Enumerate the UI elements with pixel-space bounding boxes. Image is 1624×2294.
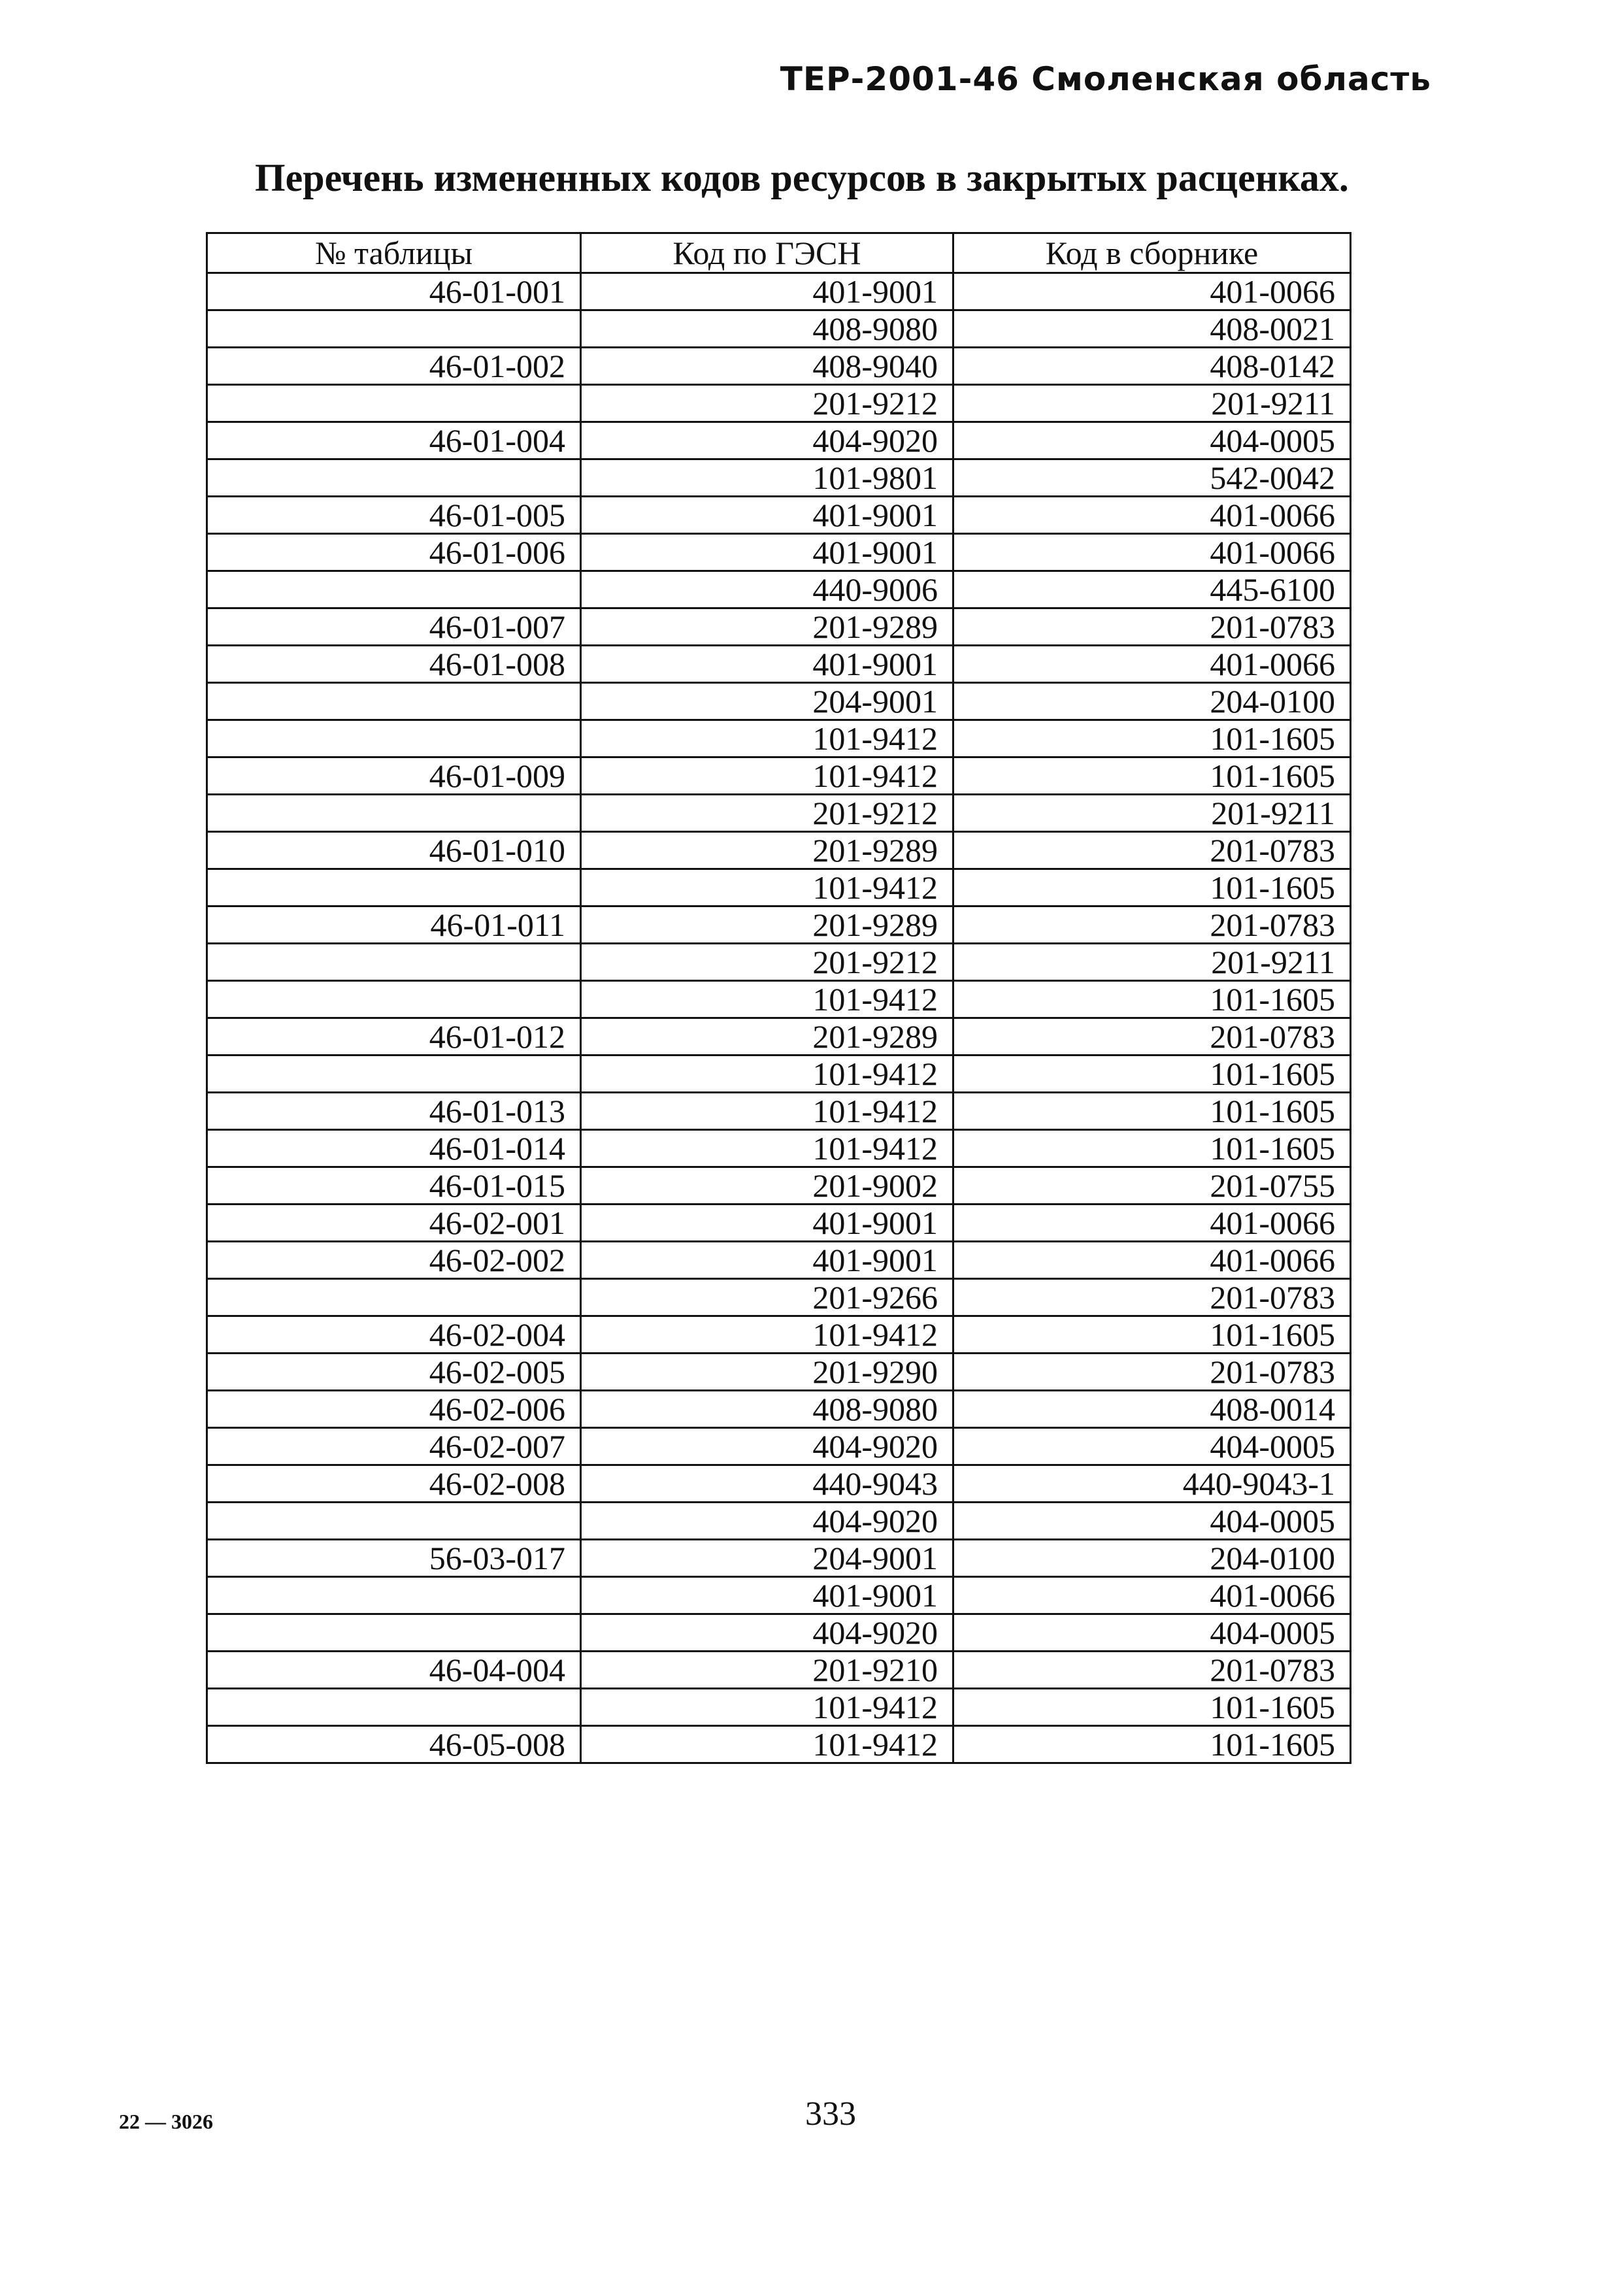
cell-gesn-code: 201-9290 bbox=[581, 1354, 953, 1391]
cell-collection-code: 201-0783 bbox=[953, 1018, 1351, 1056]
table-row bbox=[207, 1316, 1351, 1354]
table-row bbox=[207, 1391, 1351, 1428]
table-row bbox=[207, 757, 1351, 795]
cell-table-number: 56-03-017 bbox=[207, 1540, 581, 1577]
cell-table-number: 46-02-001 bbox=[207, 1205, 581, 1242]
cell-collection-code: 404-0005 bbox=[953, 1614, 1351, 1652]
cell-collection-code: 101-1605 bbox=[953, 1093, 1351, 1130]
page-header: ТЕР-2001-46 Смоленская область bbox=[780, 60, 1431, 98]
table-row bbox=[207, 571, 1351, 608]
cell-gesn-code: 201-9289 bbox=[581, 608, 953, 646]
cell-table-number bbox=[207, 310, 581, 348]
cell-gesn-code: 201-9289 bbox=[581, 1018, 953, 1056]
cell-gesn-code: 201-9266 bbox=[581, 1279, 953, 1316]
table-row bbox=[207, 1093, 1351, 1130]
cell-collection-code: 101-1605 bbox=[953, 1726, 1351, 1763]
cell-gesn-code: 440-9043 bbox=[581, 1465, 953, 1503]
cell-gesn-code: 201-9212 bbox=[581, 385, 953, 422]
cell-gesn-code: 101-9412 bbox=[581, 1726, 953, 1763]
cell-gesn-code: 101-9412 bbox=[581, 757, 953, 795]
table-row bbox=[207, 1726, 1351, 1763]
cell-table-number bbox=[207, 1056, 581, 1093]
cell-table-number: 46-01-009 bbox=[207, 757, 581, 795]
cell-gesn-code: 401-9001 bbox=[581, 1242, 953, 1279]
cell-collection-code: 401-0066 bbox=[953, 1242, 1351, 1279]
cell-gesn-code: 401-9001 bbox=[581, 1577, 953, 1614]
cell-gesn-code: 101-9412 bbox=[581, 981, 953, 1018]
cell-gesn-code: 404-9020 bbox=[581, 1503, 953, 1540]
cell-table-number: 46-04-004 bbox=[207, 1652, 581, 1689]
cell-table-number: 46-01-004 bbox=[207, 422, 581, 459]
table-row bbox=[207, 1056, 1351, 1093]
cell-table-number: 46-02-002 bbox=[207, 1242, 581, 1279]
resource-codes-table bbox=[206, 232, 1351, 1764]
cell-table-number bbox=[207, 944, 581, 981]
cell-table-number: 46-02-008 bbox=[207, 1465, 581, 1503]
table-row bbox=[207, 459, 1351, 497]
table-row bbox=[207, 795, 1351, 832]
cell-gesn-code: 408-9080 bbox=[581, 310, 953, 348]
cell-collection-code: 201-9211 bbox=[953, 795, 1351, 832]
cell-gesn-code: 408-9040 bbox=[581, 348, 953, 385]
cell-table-number: 46-01-013 bbox=[207, 1093, 581, 1130]
table-row bbox=[207, 1205, 1351, 1242]
cell-table-number bbox=[207, 1279, 581, 1316]
cell-collection-code: 408-0021 bbox=[953, 310, 1351, 348]
cell-collection-code: 542-0042 bbox=[953, 459, 1351, 497]
cell-table-number: 46-01-002 bbox=[207, 348, 581, 385]
table-header-row bbox=[207, 233, 1351, 273]
cell-collection-code: 408-0142 bbox=[953, 348, 1351, 385]
table-row bbox=[207, 906, 1351, 944]
cell-gesn-code: 201-9002 bbox=[581, 1167, 953, 1205]
cell-gesn-code: 101-9412 bbox=[581, 1093, 953, 1130]
cell-collection-code: 404-0005 bbox=[953, 1503, 1351, 1540]
cell-collection-code: 445-6100 bbox=[953, 571, 1351, 608]
cell-gesn-code: 204-9001 bbox=[581, 1540, 953, 1577]
cell-gesn-code: 101-9412 bbox=[581, 869, 953, 906]
cell-collection-code: 201-9211 bbox=[953, 385, 1351, 422]
cell-table-number bbox=[207, 1689, 581, 1726]
table-row bbox=[207, 310, 1351, 348]
cell-table-number bbox=[207, 1503, 581, 1540]
cell-collection-code: 201-0783 bbox=[953, 832, 1351, 869]
table-row bbox=[207, 646, 1351, 683]
cell-collection-code: 201-0783 bbox=[953, 608, 1351, 646]
cell-table-number: 46-01-011 bbox=[207, 906, 581, 944]
cell-collection-code: 201-0783 bbox=[953, 1354, 1351, 1391]
cell-gesn-code: 401-9001 bbox=[581, 1205, 953, 1242]
table-row bbox=[207, 497, 1351, 534]
cell-table-number bbox=[207, 1577, 581, 1614]
table-row bbox=[207, 832, 1351, 869]
table-row bbox=[207, 1279, 1351, 1316]
cell-table-number bbox=[207, 981, 581, 1018]
cell-table-number bbox=[207, 1614, 581, 1652]
print-code: 22 — 3026 bbox=[119, 2110, 213, 2133]
cell-gesn-code: 401-9001 bbox=[581, 646, 953, 683]
table-row bbox=[207, 1503, 1351, 1540]
cell-gesn-code: 401-9001 bbox=[581, 497, 953, 534]
table-row bbox=[207, 1577, 1351, 1614]
cell-table-number bbox=[207, 385, 581, 422]
cell-collection-code: 401-0066 bbox=[953, 1205, 1351, 1242]
cell-table-number: 46-01-006 bbox=[207, 534, 581, 571]
cell-collection-code: 401-0066 bbox=[953, 497, 1351, 534]
cell-collection-code: 201-9211 bbox=[953, 944, 1351, 981]
cell-collection-code: 204-0100 bbox=[953, 683, 1351, 720]
document-title: Перечень измененных кодов ресурсов в закрытых расценках. bbox=[255, 156, 1349, 199]
cell-table-number: 46-01-001 bbox=[207, 273, 581, 310]
table-row bbox=[207, 720, 1351, 757]
cell-gesn-code: 201-9212 bbox=[581, 944, 953, 981]
cell-collection-code: 204-0100 bbox=[953, 1540, 1351, 1577]
cell-gesn-code: 101-9801 bbox=[581, 459, 953, 497]
cell-gesn-code: 201-9289 bbox=[581, 832, 953, 869]
cell-gesn-code: 101-9412 bbox=[581, 1130, 953, 1167]
cell-table-number bbox=[207, 720, 581, 757]
cell-gesn-code: 101-9412 bbox=[581, 720, 953, 757]
cell-collection-code: 201-0783 bbox=[953, 1279, 1351, 1316]
cell-collection-code: 101-1605 bbox=[953, 1056, 1351, 1093]
table-row bbox=[207, 1465, 1351, 1503]
cell-gesn-code: 440-9006 bbox=[581, 571, 953, 608]
column-header-table-number: № таблицы bbox=[207, 233, 581, 273]
cell-collection-code: 401-0066 bbox=[953, 1577, 1351, 1614]
table-row bbox=[207, 1614, 1351, 1652]
column-header-gesn-code: Код по ГЭСН bbox=[581, 233, 953, 273]
table-row bbox=[207, 869, 1351, 906]
cell-collection-code: 101-1605 bbox=[953, 1316, 1351, 1354]
table-row bbox=[207, 1130, 1351, 1167]
cell-gesn-code: 401-9001 bbox=[581, 273, 953, 310]
cell-table-number: 46-01-010 bbox=[207, 832, 581, 869]
cell-collection-code: 101-1605 bbox=[953, 1130, 1351, 1167]
cell-gesn-code: 201-9289 bbox=[581, 906, 953, 944]
cell-collection-code: 201-0783 bbox=[953, 906, 1351, 944]
cell-gesn-code: 404-9020 bbox=[581, 1428, 953, 1465]
cell-table-number: 46-01-014 bbox=[207, 1130, 581, 1167]
cell-table-number bbox=[207, 869, 581, 906]
cell-gesn-code: 201-9210 bbox=[581, 1652, 953, 1689]
cell-collection-code: 408-0014 bbox=[953, 1391, 1351, 1428]
table-row bbox=[207, 981, 1351, 1018]
table-row bbox=[207, 1428, 1351, 1465]
cell-table-number bbox=[207, 571, 581, 608]
cell-collection-code: 101-1605 bbox=[953, 1689, 1351, 1726]
cell-table-number: 46-02-007 bbox=[207, 1428, 581, 1465]
cell-gesn-code: 101-9412 bbox=[581, 1689, 953, 1726]
cell-gesn-code: 404-9020 bbox=[581, 422, 953, 459]
cell-table-number: 46-02-006 bbox=[207, 1391, 581, 1428]
cell-collection-code: 404-0005 bbox=[953, 422, 1351, 459]
table-row bbox=[207, 534, 1351, 571]
cell-gesn-code: 204-9001 bbox=[581, 683, 953, 720]
table-row bbox=[207, 683, 1351, 720]
table-row bbox=[207, 1242, 1351, 1279]
table-row bbox=[207, 348, 1351, 385]
cell-collection-code: 101-1605 bbox=[953, 981, 1351, 1018]
cell-collection-code: 401-0066 bbox=[953, 273, 1351, 310]
cell-gesn-code: 101-9412 bbox=[581, 1316, 953, 1354]
table-row bbox=[207, 422, 1351, 459]
cell-collection-code: 401-0066 bbox=[953, 534, 1351, 571]
table-row bbox=[207, 273, 1351, 310]
cell-collection-code: 404-0005 bbox=[953, 1428, 1351, 1465]
table-row bbox=[207, 1689, 1351, 1726]
cell-gesn-code: 408-9080 bbox=[581, 1391, 953, 1428]
cell-gesn-code: 401-9001 bbox=[581, 534, 953, 571]
cell-table-number bbox=[207, 683, 581, 720]
table-row bbox=[207, 1652, 1351, 1689]
column-header-collection-code: Код в сборнике bbox=[953, 233, 1351, 273]
cell-collection-code: 101-1605 bbox=[953, 757, 1351, 795]
table-row bbox=[207, 1018, 1351, 1056]
cell-table-number: 46-01-008 bbox=[207, 646, 581, 683]
cell-table-number: 46-01-007 bbox=[207, 608, 581, 646]
cell-table-number: 46-02-005 bbox=[207, 1354, 581, 1391]
cell-table-number: 46-05-008 bbox=[207, 1726, 581, 1763]
cell-collection-code: 401-0066 bbox=[953, 646, 1351, 683]
table-row bbox=[207, 1354, 1351, 1391]
page-number: 333 bbox=[805, 2095, 856, 2133]
cell-collection-code: 440-9043-1 bbox=[953, 1465, 1351, 1503]
cell-table-number bbox=[207, 795, 581, 832]
cell-collection-code: 101-1605 bbox=[953, 720, 1351, 757]
table-row bbox=[207, 1540, 1351, 1577]
table-row bbox=[207, 944, 1351, 981]
cell-collection-code: 201-0755 bbox=[953, 1167, 1351, 1205]
cell-gesn-code: 404-9020 bbox=[581, 1614, 953, 1652]
cell-table-number: 46-01-005 bbox=[207, 497, 581, 534]
cell-table-number: 46-01-012 bbox=[207, 1018, 581, 1056]
cell-table-number: 46-01-015 bbox=[207, 1167, 581, 1205]
cell-collection-code: 101-1605 bbox=[953, 869, 1351, 906]
cell-gesn-code: 201-9212 bbox=[581, 795, 953, 832]
cell-table-number: 46-02-004 bbox=[207, 1316, 581, 1354]
cell-collection-code: 201-0783 bbox=[953, 1652, 1351, 1689]
table-row bbox=[207, 385, 1351, 422]
table-row bbox=[207, 1167, 1351, 1205]
cell-gesn-code: 101-9412 bbox=[581, 1056, 953, 1093]
cell-table-number bbox=[207, 459, 581, 497]
table-row bbox=[207, 608, 1351, 646]
